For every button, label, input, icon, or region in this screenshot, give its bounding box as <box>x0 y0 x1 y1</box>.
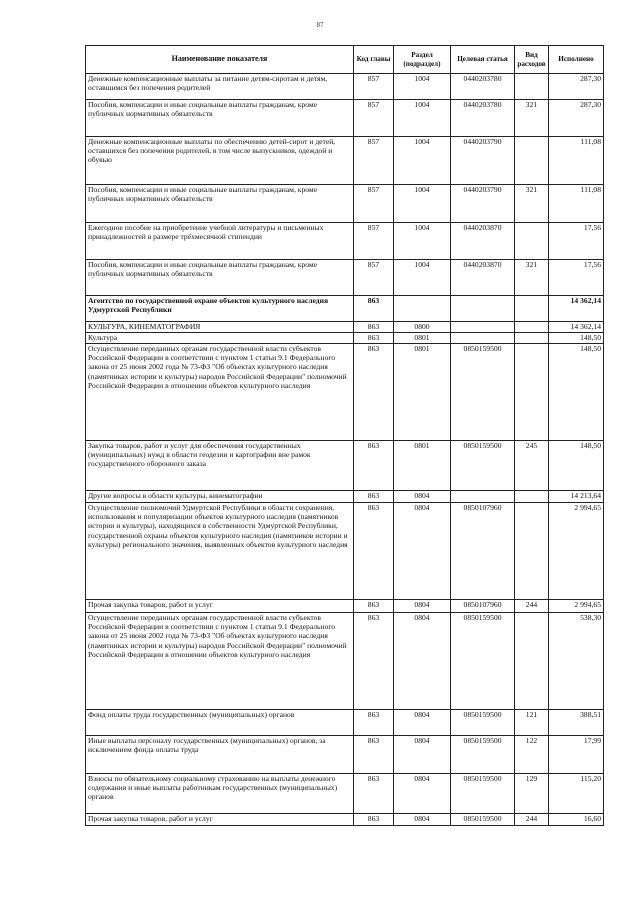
row-target: 0440203790 <box>451 137 515 185</box>
row-executed: 16,60 <box>549 814 604 826</box>
row-executed: 538,30 <box>549 613 604 710</box>
row-code: 857 <box>354 74 394 100</box>
row-section: 1004 <box>394 137 451 185</box>
row-executed: 148,50 <box>549 333 604 344</box>
table-row <box>86 774 604 814</box>
row-name: КУЛЬТУРА, КИНЕМАТОГРАФИЯ <box>86 322 354 333</box>
table-row <box>86 344 604 441</box>
row-name: Другие вопросы в области культуры, кинематографии <box>86 491 354 503</box>
row-name: Прочая закупка товаров, работ и услуг <box>86 814 354 826</box>
row-exp-type <box>515 296 549 322</box>
row-target: 0850159500 <box>451 774 515 814</box>
row-section: 1004 <box>394 185 451 223</box>
row-section <box>394 296 451 322</box>
row-name: Осуществление переданных органам государственной власти субъектов Российской Федерации в соответствии с пунктом 1 статьи 9.1 Федерального закона от 25 июня 2002 года № 73-ФЗ "Об объектах культурного наследия (памятниках истории и культуры) народов Российской Федерации" полномочий Российской Федерации в отношении объектов культурного наследия <box>86 344 354 441</box>
row-name: Закупка товаров, работ и услуг для обеспечения государственных (муниципальных) нужд в области геодезии и картографии вне рамок государственного оборонного заказа <box>86 441 354 491</box>
row-exp-type <box>515 503 549 600</box>
row-target: 0850159500 <box>451 814 515 826</box>
table-row <box>86 613 604 710</box>
row-target: 0850107960 <box>451 600 515 613</box>
row-executed: 14 213,64 <box>549 491 604 503</box>
row-code: 863 <box>354 441 394 491</box>
row-target: 0440203780 <box>451 100 515 137</box>
row-name: Пособия, компенсации и иные социальные выплаты гражданам, кроме публичных нормативных обязательств <box>86 260 354 296</box>
row-code: 863 <box>354 333 394 344</box>
row-exp-type <box>515 344 549 441</box>
row-executed: 287,30 <box>549 100 604 137</box>
row-code: 863 <box>354 503 394 600</box>
row-executed: 2 994,65 <box>549 600 604 613</box>
row-section: 1004 <box>394 260 451 296</box>
row-name: Фонд оплаты труда государственных (муниципальных) органов <box>86 710 354 736</box>
row-name: Пособия, компенсации и иные социальные выплаты гражданам, кроме публичных нормативных обязательств <box>86 185 354 223</box>
row-section: 1004 <box>394 74 451 100</box>
table-row <box>86 333 604 344</box>
row-name: Взносы по обязательному социальному страхованию на выплаты денежного содержания и иные выплаты работникам государственных (муниципальных) органов <box>86 774 354 814</box>
row-section: 1004 <box>394 223 451 260</box>
table-row <box>86 74 604 100</box>
row-name: Культура <box>86 333 354 344</box>
row-target: 0850159500 <box>451 441 515 491</box>
row-section: 0804 <box>394 613 451 710</box>
row-target: 0850107960 <box>451 503 515 600</box>
col-header-code: Код главы <box>354 46 394 74</box>
row-exp-type <box>515 613 549 710</box>
row-section: 0801 <box>394 333 451 344</box>
table-row <box>86 441 604 491</box>
row-name: Иные выплаты персоналу государственных (муниципальных) органов, за исключением фонда оплаты труда <box>86 736 354 774</box>
row-target: 0850159500 <box>451 344 515 441</box>
row-target: 0850159500 <box>451 736 515 774</box>
table-row <box>86 491 604 503</box>
col-header-executed: Исполнено <box>549 46 604 74</box>
row-name: Осуществление полномочий Удмуртской Республики в области сохранения, использования и популяризации объектов культурного наследия (памятников истории и культуры), находящихся в собственности Удмуртской Республики, государственной охраны объектов культурного наследия (памятников истории и культуры) регионального значения, выявленных объектов культурного наследия <box>86 503 354 600</box>
row-target <box>451 322 515 333</box>
row-code: 857 <box>354 100 394 137</box>
row-target: 0850159500 <box>451 710 515 736</box>
row-name: Денежные компенсационные выплаты за питание детям-сиротам и детям, оставшимся без попечения родителей <box>86 74 354 100</box>
row-code: 863 <box>354 322 394 333</box>
row-target: 0440203870 <box>451 223 515 260</box>
table-row <box>86 736 604 774</box>
col-header-exp-type: Вид расходов <box>515 46 549 74</box>
row-code: 863 <box>354 710 394 736</box>
row-exp-type <box>515 322 549 333</box>
row-code: 863 <box>354 296 394 322</box>
row-target <box>451 333 515 344</box>
row-executed: 17,56 <box>549 223 604 260</box>
row-section: 0804 <box>394 600 451 613</box>
row-code: 863 <box>354 613 394 710</box>
row-exp-type: 121 <box>515 710 549 736</box>
row-name: Пособия, компенсации и иные социальные выплаты гражданам, кроме публичных нормативных обязательств <box>86 100 354 137</box>
row-section: 0801 <box>394 344 451 441</box>
row-exp-type: 245 <box>515 441 549 491</box>
row-name: Ежегодное пособие на приобретение учебной литературы и письменных принадлежностей в размере трёхмесячной стипендии <box>86 223 354 260</box>
budget-table <box>85 45 604 826</box>
table-row <box>86 600 604 613</box>
table-row <box>86 100 604 137</box>
row-section: 0801 <box>394 441 451 491</box>
row-executed: 148,50 <box>549 441 604 491</box>
row-section: 0804 <box>394 491 451 503</box>
row-target: 0440203870 <box>451 260 515 296</box>
row-executed: 111,08 <box>549 137 604 185</box>
row-exp-type <box>515 74 549 100</box>
row-executed: 115,20 <box>549 774 604 814</box>
table-row <box>86 503 604 600</box>
row-executed: 148,50 <box>549 344 604 441</box>
row-exp-type <box>515 223 549 260</box>
row-code: 857 <box>354 185 394 223</box>
row-code: 857 <box>354 137 394 185</box>
row-executed: 111,08 <box>549 185 604 223</box>
row-exp-type: 244 <box>515 814 549 826</box>
row-exp-type <box>515 333 549 344</box>
row-code: 863 <box>354 774 394 814</box>
row-name: Агентство по государственной охране объектов культурного наследия Удмуртской Республики <box>86 296 354 322</box>
row-exp-type: 321 <box>515 100 549 137</box>
row-section: 0800 <box>394 322 451 333</box>
table-header-row <box>86 46 604 74</box>
row-exp-type <box>515 491 549 503</box>
table-row <box>86 710 604 736</box>
row-exp-type: 244 <box>515 600 549 613</box>
col-header-section: Раздел (подраздел) <box>394 46 451 74</box>
row-code: 863 <box>354 814 394 826</box>
row-exp-type: 122 <box>515 736 549 774</box>
row-code: 863 <box>354 491 394 503</box>
row-section: 0804 <box>394 503 451 600</box>
row-target <box>451 491 515 503</box>
page-number: 87 <box>316 21 324 29</box>
row-name: Денежные компенсационные выплаты по обеспечению детей-сирот и детей, оставшихся без попечения родителей, в том числе выпускников, одеждой и обувью <box>86 137 354 185</box>
row-name: Осуществление переданных органам государственной власти субъектов Российской Федерации в соответствии с пунктом 1 статьи 9.1 Федерального закона от 25 июня 2002 года № 73-ФЗ "Об объектах культурного наследия (памятниках истории и культуры) народов Российской Федерации" полномочий Российской Федерации в отношении объектов культурного наследия <box>86 613 354 710</box>
row-target <box>451 296 515 322</box>
row-target: 0440203790 <box>451 185 515 223</box>
col-header-name: Наименование показателя <box>86 46 354 74</box>
row-executed: 2 994,65 <box>549 503 604 600</box>
row-target: 0440203780 <box>451 74 515 100</box>
table-row <box>86 322 604 333</box>
row-section: 1004 <box>394 100 451 137</box>
row-executed: 287,30 <box>549 74 604 100</box>
table-row <box>86 137 604 185</box>
row-code: 863 <box>354 736 394 774</box>
row-section: 0804 <box>394 736 451 774</box>
row-executed: 14 362,14 <box>549 296 604 322</box>
row-code: 863 <box>354 344 394 441</box>
col-header-target: Целевая статья <box>451 46 515 74</box>
row-exp-type: 129 <box>515 774 549 814</box>
table-row <box>86 223 604 260</box>
row-name: Прочая закупка товаров, работ и услуг <box>86 600 354 613</box>
row-executed: 388,51 <box>549 710 604 736</box>
row-executed: 14 362,14 <box>549 322 604 333</box>
row-section: 0804 <box>394 710 451 736</box>
row-executed: 17,56 <box>549 260 604 296</box>
row-exp-type: 321 <box>515 185 549 223</box>
row-code: 857 <box>354 260 394 296</box>
table-row <box>86 185 604 223</box>
row-target: 0850159500 <box>451 613 515 710</box>
table-row <box>86 260 604 296</box>
row-exp-type: 321 <box>515 260 549 296</box>
row-section: 0804 <box>394 814 451 826</box>
table-row <box>86 814 604 826</box>
row-exp-type <box>515 137 549 185</box>
row-code: 863 <box>354 600 394 613</box>
row-code: 857 <box>354 223 394 260</box>
row-executed: 17,99 <box>549 736 604 774</box>
table-row-agency <box>86 296 604 322</box>
row-section: 0804 <box>394 774 451 814</box>
